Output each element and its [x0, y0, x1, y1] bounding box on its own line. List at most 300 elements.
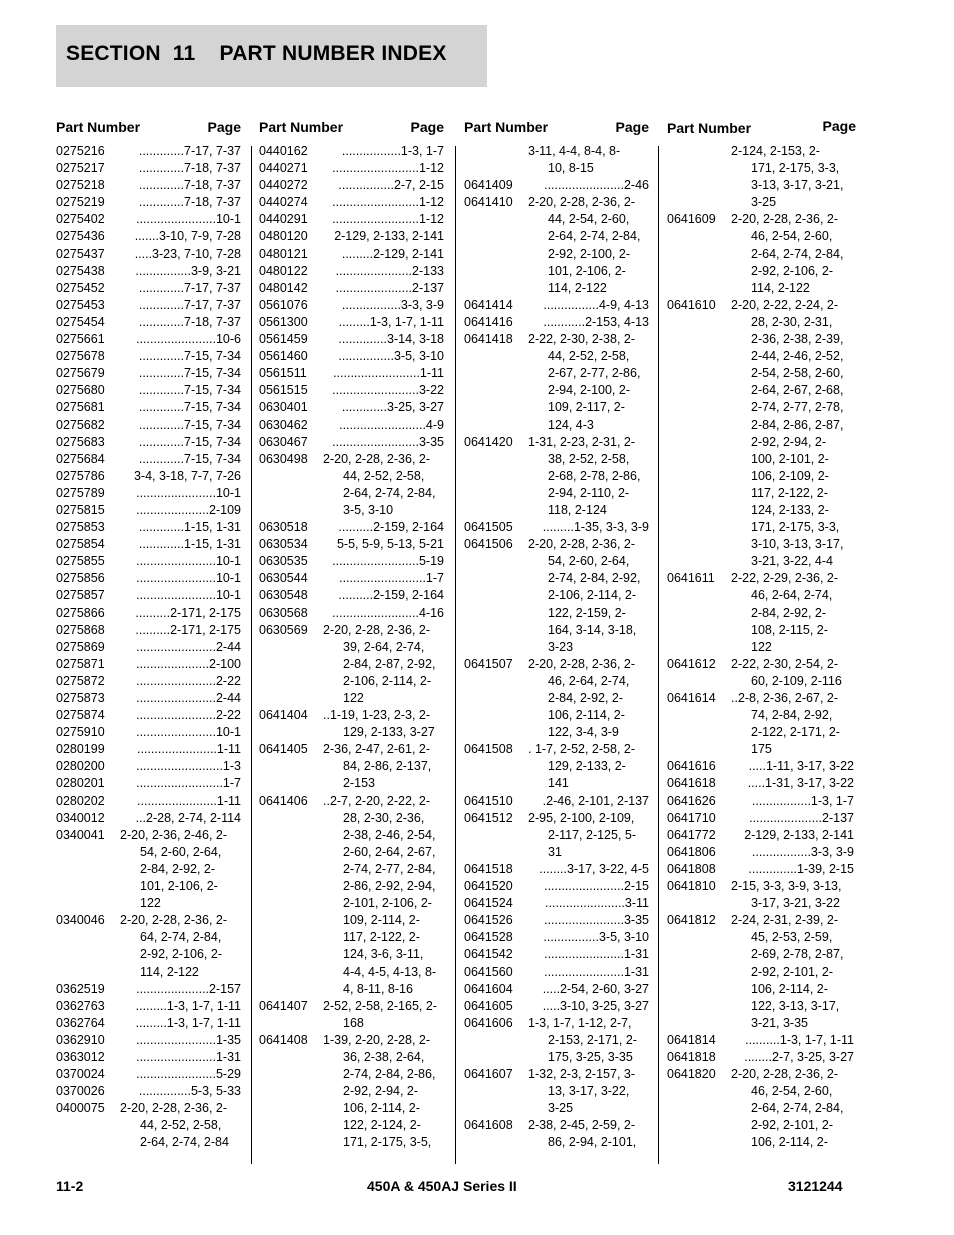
part-number: 0362519: [56, 981, 105, 996]
page-refs: ..........2-171, 2-175: [135, 605, 241, 620]
part-number: 0275856: [56, 571, 105, 586]
index-entry: [464, 519, 649, 536]
page-refs: 54, 2-60, 2-64,: [140, 844, 222, 859]
index-entry: [56, 570, 241, 587]
index-entry: [259, 519, 444, 536]
page-refs: 3-11, 4-4, 8-4, 8-: [528, 144, 621, 158]
index-entry: [56, 998, 241, 1015]
column-divider: [455, 146, 456, 1164]
index-entry: [56, 451, 241, 468]
page-refs: 122: [343, 691, 364, 705]
part-number: 0561515: [259, 383, 308, 398]
page-refs: ................3-5, 3-10: [543, 930, 649, 945]
page-refs: 2-20, 2-36, 2-46, 2-: [120, 827, 228, 842]
page-refs: .......................1-31: [544, 964, 649, 979]
page-refs: .......................1-11: [137, 742, 241, 757]
index-entry: [56, 365, 241, 382]
page-refs: 10, 8-15: [548, 161, 594, 176]
page-refs: .........................3-35: [332, 434, 444, 449]
page-refs: 106, 2-114, 2-: [751, 981, 828, 996]
page-refs: 106, 2-114, 2-: [751, 1135, 828, 1150]
index-entry: [259, 605, 444, 622]
page-refs: .......................2-46: [544, 178, 649, 193]
part-number: 0641505: [464, 520, 513, 535]
index-entry: [56, 793, 241, 810]
part-number: 0641612: [667, 656, 716, 671]
part-number: 0275437: [56, 246, 105, 261]
page-refs: 2-92, 2-101, 2-: [751, 964, 833, 979]
page-refs: .........................3-22: [332, 383, 444, 398]
index-entry: [464, 946, 649, 963]
page-refs: 106, 2-114, 2-: [548, 708, 625, 723]
part-number: 0641606: [464, 1015, 513, 1030]
page-refs: .........................1-12: [332, 212, 444, 227]
page-refs: 44, 2-52, 2-58,: [343, 468, 425, 483]
part-number: 0275869: [56, 639, 105, 654]
index-column-4: [667, 143, 854, 1152]
index-entry: [56, 690, 241, 707]
part-number: 0641506: [464, 537, 513, 552]
index-entry: [464, 878, 649, 895]
part-number: 0630535: [259, 554, 308, 569]
part-number: 0275786: [56, 468, 105, 483]
part-number: 0630401: [259, 400, 308, 415]
part-number: 0630544: [259, 571, 308, 586]
part-number: 0275855: [56, 554, 105, 569]
part-number: 0275857: [56, 588, 105, 603]
part-number: 0641608: [464, 1118, 513, 1133]
page-refs: .......3-10, 7-9, 7-28: [134, 229, 241, 244]
page-refs: .............7-18, 7-37: [138, 161, 241, 176]
page-refs: 3-25: [548, 1101, 574, 1116]
page-refs: 2-84, 2-92, 2-: [140, 861, 216, 876]
page-refs: 3-23: [548, 639, 574, 654]
page-refs: 45, 2-53, 2-59,: [751, 930, 833, 945]
page-refs: .......................5-29: [136, 1067, 241, 1082]
index-entry: [56, 1049, 241, 1066]
part-number: 0275681: [56, 400, 105, 415]
part-number: 0641812: [667, 913, 716, 928]
page-refs: 2-74, 2-84, 2-86,: [343, 1067, 436, 1082]
page-refs: 2-20, 2-28, 2-36, 2-: [528, 537, 636, 552]
index-entry: [56, 280, 241, 297]
page-refs: 2-52, 2-58, 2-165, 2-: [323, 998, 437, 1013]
page-refs: .......................2-44: [136, 691, 241, 705]
page-refs: 2-129, 2-133, 2-141: [334, 229, 444, 244]
index-entry: [667, 297, 854, 571]
index-entry: [464, 297, 649, 314]
part-number: 0275874: [56, 708, 105, 723]
page-refs: 117, 2-122, 2-: [751, 485, 828, 500]
part-number: 0641518: [464, 861, 513, 876]
page-refs: .............1-15, 1-31: [138, 537, 241, 552]
part-number: 0362764: [56, 1015, 105, 1030]
page-refs: .................3-3, 3-9: [751, 844, 854, 859]
index-entry: [56, 758, 241, 775]
index-entry: [56, 827, 241, 912]
part-number: 0275683: [56, 434, 105, 449]
part-number: 0275872: [56, 673, 105, 688]
page-refs: 44, 2-54, 2-60,: [548, 212, 630, 227]
index-entry: [259, 365, 444, 382]
part-number: 0275661: [56, 332, 105, 347]
page-refs: ........2-7, 3-25, 3-27: [744, 1049, 854, 1064]
index-entry: [667, 211, 854, 296]
part-number-heading: Part Number: [667, 120, 752, 136]
page-refs: 108, 2-115, 2-: [751, 622, 828, 637]
page-refs: .................1-3, 1-7: [751, 793, 854, 808]
page-refs: 2-84, 2-92, 2-: [751, 605, 827, 620]
page-refs: .........................1-7: [339, 571, 444, 586]
page-refs: 106, 2-114, 2-: [343, 1101, 420, 1116]
page-refs: 171, 2-175, 3-3,: [751, 520, 840, 535]
page-refs: .........................1-12: [332, 161, 444, 176]
index-entry: [464, 895, 649, 912]
part-number: 0641772: [667, 827, 716, 842]
page-refs: .......................1-31: [544, 947, 649, 962]
index-entry: [56, 519, 241, 536]
page-refs: .........2-129, 2-141: [341, 246, 444, 261]
index-entry: [259, 553, 444, 570]
page-refs: . 1-7, 2-52, 2-58, 2-: [528, 742, 636, 757]
page-refs: .........................5-19: [332, 554, 444, 569]
part-number: 0630462: [259, 417, 308, 432]
page-refs: 2-64, 2-74, 2-84: [140, 1135, 229, 1150]
page-refs: .......................1-11: [137, 793, 241, 808]
index-entry: [667, 827, 854, 844]
page-refs: 2-94, 2-100, 2-: [548, 383, 630, 398]
part-number: 0280202: [56, 793, 105, 808]
index-entry: [667, 1032, 854, 1049]
page-refs: .......................2-44: [136, 639, 241, 654]
index-entry: [259, 570, 444, 587]
index-entry: [259, 263, 444, 280]
page-refs: .........................4-16: [332, 605, 444, 620]
page-refs: .............1-15, 1-31: [138, 520, 241, 535]
index-entry: [259, 793, 444, 998]
page-refs: 100, 2-101, 2-: [751, 451, 829, 466]
page-refs: 2-106, 2-114, 2-: [548, 588, 637, 603]
page-refs: 46, 2-64, 2-74,: [548, 673, 630, 688]
page-refs: 124, 2-133, 2-: [751, 502, 829, 517]
part-number: 0630498: [259, 451, 308, 466]
part-number: 0641818: [667, 1049, 716, 1064]
page-refs: 46, 2-54, 2-60,: [751, 1084, 833, 1099]
page-refs: 2-22, 2-30, 2-38, 2-: [528, 332, 636, 347]
page-refs: .........1-3, 1-7, 1-11: [135, 1015, 241, 1030]
page-refs: .............7-15, 7-34: [138, 366, 241, 381]
page-refs: 122, 2-124, 2-: [343, 1118, 421, 1133]
index-entry: [56, 399, 241, 416]
page-refs: 1-32, 2-3, 2-157, 3-: [528, 1067, 636, 1082]
page-refs: 1-31, 2-23, 2-31, 2-: [528, 434, 636, 449]
part-number: 0641416: [464, 314, 513, 329]
page-refs: 2-36, 2-38, 2-39,: [751, 332, 844, 347]
page-heading: Page: [410, 119, 444, 135]
page-refs: 2-15, 3-3, 3-9, 3-13,: [731, 879, 842, 894]
index-entry: [56, 810, 241, 827]
footer-doc-number: 3121244: [788, 1178, 843, 1194]
index-entry: [56, 553, 241, 570]
part-number: 0641528: [464, 930, 513, 945]
index-entry: [259, 998, 444, 1032]
part-number: 0641607: [464, 1067, 513, 1082]
index-entry: [56, 228, 241, 245]
part-number: 0641605: [464, 998, 513, 1013]
index-entry: [259, 417, 444, 434]
page-refs: 2-92, 2-106, 2-: [751, 263, 833, 278]
part-number: 0641820: [667, 1067, 716, 1082]
index-entry: [56, 348, 241, 365]
page-refs: 31: [548, 844, 562, 859]
page-refs: 171, 2-175, 3-5,: [343, 1135, 432, 1150]
part-number: 0275218: [56, 178, 105, 193]
page-refs: .............7-18, 7-37: [138, 314, 241, 329]
page-refs: 2-86, 2-92, 2-94,: [343, 879, 436, 894]
part-number: 0641507: [464, 656, 513, 671]
index-entry: [259, 331, 444, 348]
part-number: 0641408: [259, 1032, 308, 1047]
part-number: 0641710: [667, 810, 716, 825]
page-refs: 109, 2-117, 2-: [548, 400, 625, 415]
page-refs: 2-92, 2-100, 2-: [548, 246, 630, 261]
index-entry: [259, 451, 444, 519]
index-entry: [56, 485, 241, 502]
page-refs: ..........2-159, 2-164: [338, 588, 444, 603]
part-number: 0275454: [56, 314, 105, 329]
index-entry: [56, 194, 241, 211]
part-number: 0440271: [259, 161, 308, 176]
part-number: 0275873: [56, 691, 105, 705]
part-number: 0275815: [56, 502, 105, 517]
page-refs: 2-20, 2-28, 2-36, 2-: [120, 913, 228, 928]
part-number: 0275402: [56, 212, 105, 227]
index-column-2: [259, 143, 444, 1152]
part-number: 0440162: [259, 144, 308, 158]
page-refs: .............7-15, 7-34: [138, 349, 241, 364]
index-entry: [259, 314, 444, 331]
page-refs: 101, 2-106, 2-: [548, 263, 626, 278]
page-refs: 175: [751, 742, 772, 757]
page-refs: 4, 8-11, 8-16: [343, 981, 413, 996]
page-refs: 2-153, 2-171, 2-: [548, 1032, 637, 1047]
part-number: 0641405: [259, 742, 308, 757]
part-number-heading: Part Number: [259, 119, 344, 135]
part-number: 0280199: [56, 742, 105, 757]
part-number: 0641611: [667, 571, 715, 586]
page-refs: 2-54, 2-58, 2-60,: [751, 366, 844, 381]
page-refs: 2-117, 2-125, 5-: [548, 827, 637, 842]
page-refs: 4-4, 4-5, 4-13, 8-: [343, 964, 437, 979]
part-number: 0630548: [259, 588, 308, 603]
part-number: 0275453: [56, 297, 105, 312]
column-divider: [658, 146, 659, 1164]
part-number: 0641814: [667, 1032, 716, 1047]
part-number: 0561459: [259, 332, 308, 347]
part-number: 0275789: [56, 485, 105, 500]
part-number: 0641508: [464, 742, 513, 757]
page-refs: 117, 2-122, 2-: [343, 930, 420, 945]
page-refs: 60, 2-109, 2-116: [751, 673, 842, 688]
index-entry: [56, 622, 241, 639]
part-number: 0440272: [259, 178, 308, 193]
page-refs: 2-106, 2-114, 2-: [343, 673, 432, 688]
page-refs: .......................10-1: [136, 554, 241, 569]
index-entry: [56, 981, 241, 998]
part-number: 0641510: [464, 793, 513, 808]
index-entry: [464, 1117, 649, 1151]
page-refs: 2-60, 2-64, 2-67,: [343, 844, 436, 859]
page-refs: 2-84, 2-87, 2-92,: [343, 656, 436, 671]
page-refs: ................3-9, 3-21: [135, 263, 241, 278]
page-refs: ..........2-159, 2-164: [338, 520, 444, 535]
page-refs: ..2-8, 2-36, 2-67, 2-: [731, 691, 839, 705]
part-number: 0641610: [667, 297, 716, 312]
page-refs: .................1-3, 1-7: [341, 144, 444, 158]
page-refs: .......................3-11: [545, 896, 649, 911]
index-entry: [667, 143, 854, 211]
part-number: 0275684: [56, 451, 105, 466]
part-number: 0280201: [56, 776, 105, 791]
page-refs: .......................10-1: [136, 588, 241, 603]
page-refs: 1-3, 1-7, 1-12, 2-7,: [528, 1015, 632, 1030]
section-header-bar: [56, 25, 487, 87]
part-number: 0340046: [56, 913, 105, 928]
index-entry: [56, 160, 241, 177]
part-number: 0630534: [259, 537, 308, 552]
page-refs: 2-38, 2-45, 2-59, 2-: [528, 1118, 636, 1133]
page-refs: 28, 2-30, 2-31,: [751, 314, 833, 329]
page-refs: 3-21, 3-22, 4-4: [751, 554, 833, 569]
page-refs: ..........2-171, 2-175: [135, 622, 241, 637]
index-entry: [56, 211, 241, 228]
index-entry: [464, 194, 649, 297]
index-entry: [464, 741, 649, 792]
page-refs: 86, 2-94, 2-101,: [548, 1135, 637, 1150]
page-refs: ......................2-137: [335, 280, 444, 295]
part-number: 0641604: [464, 981, 513, 996]
page-refs: 2-69, 2-78, 2-87,: [751, 947, 844, 962]
page-refs: .....................2-137: [749, 810, 854, 825]
index-entry: [56, 177, 241, 194]
part-number: 0275452: [56, 280, 105, 295]
page-refs: ................4-9, 4-13: [543, 297, 649, 312]
index-entry: [464, 1015, 649, 1066]
index-entry: [259, 536, 444, 553]
page-refs: .............7-17, 7-37: [138, 280, 241, 295]
page-refs: .....2-54, 2-60, 3-27: [542, 981, 649, 996]
index-entry: [56, 502, 241, 519]
page-refs: 39, 2-64, 2-74,: [343, 639, 425, 654]
index-entry: [259, 399, 444, 416]
page-refs: 129, 2-133, 3-27: [343, 725, 435, 740]
page-refs: 2-20, 2-22, 2-24, 2-: [731, 297, 839, 312]
page-refs: 101, 2-106, 2-: [140, 879, 218, 894]
column-divider: [251, 146, 252, 1164]
footer-model: 450A & 450AJ Series II: [367, 1178, 517, 1194]
index-entry: [667, 690, 854, 758]
page-refs: 141: [548, 776, 569, 791]
page-refs: .............7-15, 7-34: [138, 383, 241, 398]
page-refs: 74, 2-84, 2-92,: [751, 708, 833, 723]
part-number: 0641542: [464, 947, 513, 962]
index-entry: [259, 382, 444, 399]
index-entry: [667, 775, 854, 792]
part-number: 0641560: [464, 964, 513, 979]
page-refs: 44, 2-52, 2-58,: [548, 349, 630, 364]
page-refs: 2-129, 2-133, 2-141: [744, 827, 854, 842]
index-entry: [464, 434, 649, 519]
page-refs: .....3-10, 3-25, 3-27: [542, 998, 649, 1013]
page-refs: .......................2-22: [136, 673, 241, 688]
page-refs: 3-25: [751, 195, 777, 210]
index-entry: [667, 1049, 854, 1066]
part-number: 0641414: [464, 297, 513, 312]
part-number: 0561076: [259, 297, 308, 312]
page-refs: .........................1-3: [136, 759, 241, 774]
part-number: 0641618: [667, 776, 716, 791]
page-refs: 122, 2-159, 2-: [548, 605, 626, 620]
index-entry: [464, 929, 649, 946]
index-entry: [667, 912, 854, 1032]
page-refs: .......................10-6: [136, 332, 241, 347]
index-entry: [56, 707, 241, 724]
page-refs: .........................1-11: [333, 366, 444, 381]
part-number: 0275438: [56, 263, 105, 278]
part-number: 0275682: [56, 417, 105, 432]
part-number: 0275678: [56, 349, 105, 364]
page-refs: 106, 2-109, 2-: [751, 468, 829, 483]
part-number: 0275854: [56, 537, 105, 552]
page-refs: 2-22, 2-30, 2-54, 2-: [731, 656, 839, 671]
page-refs: .........1-3, 1-7, 1-11: [338, 314, 444, 329]
index-entry: [464, 998, 649, 1015]
page-refs: 2-122, 2-171, 2-: [751, 725, 840, 740]
part-number: 0641512: [464, 810, 513, 825]
part-number: 0641526: [464, 913, 513, 928]
part-number: 0340041: [56, 827, 105, 842]
index-entry: [56, 912, 241, 980]
part-number: 0641409: [464, 178, 513, 193]
index-entry: [259, 622, 444, 707]
index-entry: [667, 878, 854, 912]
part-number: 0641520: [464, 879, 513, 894]
part-number: 0280200: [56, 759, 105, 774]
page-refs: .....1-31, 3-17, 3-22: [747, 776, 854, 791]
page-refs: 114, 2-122: [751, 280, 810, 295]
index-entry: [56, 673, 241, 690]
page-refs: 2-101, 2-106, 2-: [343, 896, 432, 911]
page-refs: 2-92, 2-94, 2-: [751, 434, 827, 449]
page-refs: ..2-7, 2-20, 2-22, 2-: [323, 793, 431, 808]
part-number: 0641420: [464, 434, 513, 449]
part-number: 0641407: [259, 998, 308, 1013]
page-refs: .........................4-9: [339, 417, 444, 432]
part-number: 0641410: [464, 195, 513, 210]
part-number: 0275853: [56, 520, 105, 535]
page-refs: .............7-15, 7-34: [138, 434, 241, 449]
part-number: 0275217: [56, 161, 105, 176]
page-refs: ........3-17, 3-22, 4-5: [539, 861, 649, 876]
part-number: 0641616: [667, 759, 716, 774]
page-refs: .....................2-100: [136, 656, 241, 671]
page-refs: 124, 4-3: [548, 417, 594, 432]
page-refs: 109, 2-114, 2-: [343, 913, 420, 928]
page-refs: 5-5, 5-9, 5-13, 5-21: [336, 537, 444, 552]
index-entry: [464, 177, 649, 194]
index-entry: [464, 981, 649, 998]
part-number: 0275680: [56, 383, 105, 398]
